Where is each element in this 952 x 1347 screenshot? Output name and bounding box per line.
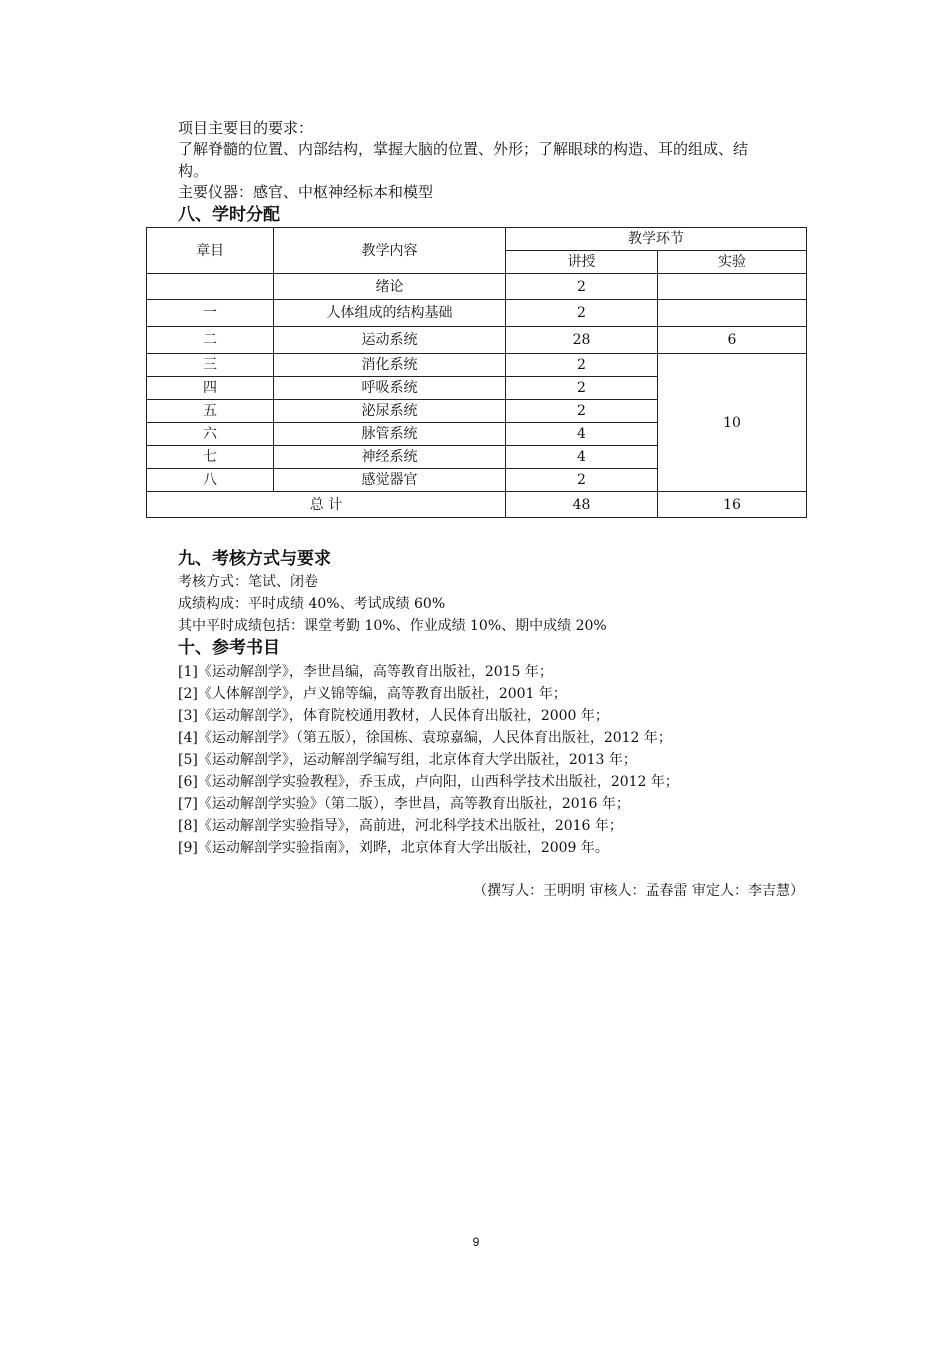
requirement-line-2: 构。 bbox=[178, 162, 209, 180]
section-9-title: 九、考核方式与要求 bbox=[178, 549, 331, 569]
author-signature-line: （撰写人：王明明 审核人：孟春雷 审定人：李吉慧） bbox=[473, 883, 804, 899]
cell-lecture: 2 bbox=[506, 274, 658, 300]
header-lecture: 讲授 bbox=[506, 251, 658, 274]
cell-chapter: 四 bbox=[147, 377, 274, 400]
cell-lab-merged: 10 bbox=[658, 354, 807, 492]
cell-content: 绪论 bbox=[274, 274, 506, 300]
section-10-title: 十、参考书目 bbox=[178, 638, 280, 658]
header-lab: 实验 bbox=[658, 251, 807, 274]
cell-lab bbox=[658, 300, 807, 327]
grade-composition: 成绩构成：平时成绩 40%、考试成绩 60% bbox=[178, 596, 446, 612]
reference-item: [2]《人体解剖学》，卢义锦等编，高等教育出版社，2001 年； bbox=[178, 686, 567, 702]
total-lecture: 48 bbox=[506, 492, 658, 518]
total-lab: 16 bbox=[658, 492, 807, 518]
cell-lecture: 4 bbox=[506, 446, 658, 469]
reference-item: [7]《运动解剖学实验》（第二版），李世昌，高等教育出版社，2016 年； bbox=[178, 796, 630, 812]
cell-lecture: 2 bbox=[506, 469, 658, 492]
cell-content: 人体组成的结构基础 bbox=[274, 300, 506, 327]
total-label: 总 计 bbox=[147, 492, 506, 518]
cell-content: 消化系统 bbox=[274, 354, 506, 377]
header-content: 教学内容 bbox=[274, 228, 506, 274]
requirement-line-1: 了解脊髓的位置、内部结构，掌握大脑的位置、外形；了解眼球的构造、耳的组成、结 bbox=[178, 140, 749, 158]
header-chapter: 章目 bbox=[147, 228, 274, 274]
cell-content: 呼吸系统 bbox=[274, 377, 506, 400]
requirement-label: 项目主要目的要求： bbox=[178, 119, 314, 137]
cell-chapter: 六 bbox=[147, 423, 274, 446]
instruments-line: 主要仪器：感官、中枢神经标本和模型 bbox=[178, 183, 434, 201]
cell-lecture: 2 bbox=[506, 300, 658, 327]
table-header-row bbox=[147, 228, 807, 251]
table-row bbox=[147, 274, 807, 300]
cell-lecture: 4 bbox=[506, 423, 658, 446]
section-8-title: 八、学时分配 bbox=[178, 205, 280, 225]
page-number: 9 bbox=[472, 1235, 480, 1249]
assessment-method: 考核方式：笔试、闭卷 bbox=[178, 574, 318, 590]
cell-content: 神经系统 bbox=[274, 446, 506, 469]
header-teaching-stage: 教学环节 bbox=[506, 228, 807, 251]
hours-allocation-table bbox=[146, 227, 807, 518]
cell-chapter: 八 bbox=[147, 469, 274, 492]
reference-item: [9]《运动解剖学实验指南》，刘晔，北京体育大学出版社，2009 年。 bbox=[178, 840, 609, 856]
cell-content: 感觉器官 bbox=[274, 469, 506, 492]
cell-lab: 6 bbox=[658, 327, 807, 354]
cell-chapter: 一 bbox=[147, 300, 274, 327]
reference-item: [1]《运动解剖学》，李世昌编，高等教育出版社，2015 年； bbox=[178, 664, 553, 680]
cell-content: 运动系统 bbox=[274, 327, 506, 354]
table-row bbox=[147, 354, 807, 377]
cell-content: 泌尿系统 bbox=[274, 400, 506, 423]
reference-item: [4]《运动解剖学》（第五版），徐国栋、袁琼嘉编，人民体育出版社，2012 年； bbox=[178, 730, 672, 746]
reference-item: [8]《运动解剖学实验指导》，高前进，河北科学技术出版社，2016 年； bbox=[178, 818, 623, 834]
cell-content: 脉管系统 bbox=[274, 423, 506, 446]
cell-chapter: 三 bbox=[147, 354, 274, 377]
cell-lecture: 2 bbox=[506, 354, 658, 377]
reference-item: [3]《运动解剖学》，体育院校通用教材，人民体育出版社，2000 年； bbox=[178, 708, 609, 724]
cell-lab bbox=[658, 274, 807, 300]
cell-lecture: 2 bbox=[506, 400, 658, 423]
regular-grade-breakdown: 其中平时成绩包括：课堂考勤 10%、作业成绩 10%、期中成绩 20% bbox=[178, 618, 607, 634]
cell-lecture: 28 bbox=[506, 327, 658, 354]
cell-chapter: 二 bbox=[147, 327, 274, 354]
reference-item: [5]《运动解剖学》，运动解剖学编写组，北京体育大学出版社，2013 年； bbox=[178, 752, 637, 768]
cell-chapter bbox=[147, 274, 274, 300]
cell-chapter: 五 bbox=[147, 400, 274, 423]
reference-item: [6]《运动解剖学实验教程》，乔玉成，卢向阳，山西科学技术出版社，2012 年； bbox=[178, 774, 679, 790]
cell-chapter: 七 bbox=[147, 446, 274, 469]
table-row bbox=[147, 327, 807, 354]
cell-lecture: 2 bbox=[506, 377, 658, 400]
table-total-row bbox=[147, 492, 807, 518]
table-row bbox=[147, 300, 807, 327]
